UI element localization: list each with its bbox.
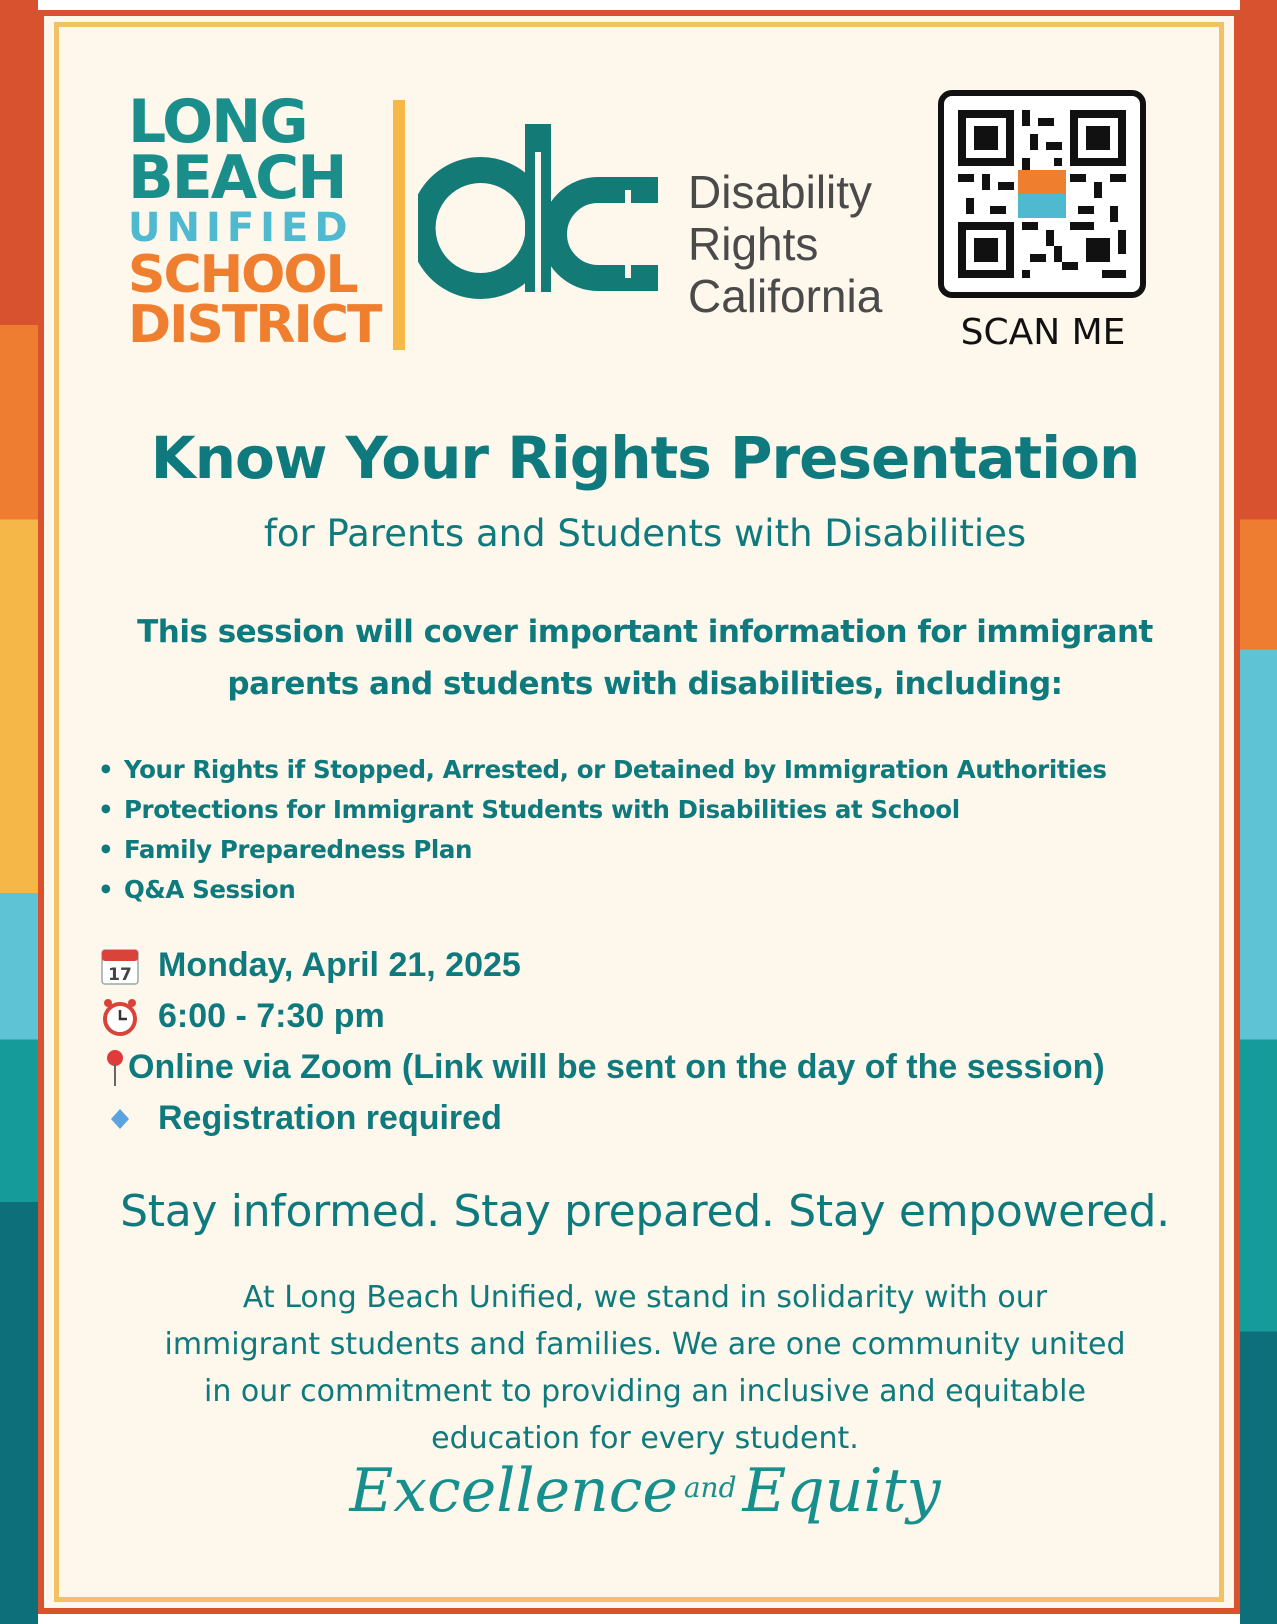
pin-icon [104,1048,126,1088]
qr-code[interactable] [938,90,1146,298]
event-location [100,1042,1105,1093]
logo-line-unified: UNIFIED [128,205,354,251]
list-item: • Protections for Immigrant Students with Disabilities at School [98,790,1107,830]
list-item: • Your Rights if Stopped, Arrested, or Detained by Immigration Authorities [98,750,1107,790]
closing-line-1: At Long Beach Unified, we stand in solidarity with our [242,1280,1048,1315]
list-item: • Q&A Session [98,870,1107,910]
event-location-text: Online via Zoom (Link will be sent on the day of the session) [128,1048,1105,1086]
logo-line-beach: BEACH [128,143,346,213]
motto-equity: Equity [742,1456,941,1526]
page-title: Know Your Rights Presentation [150,424,1140,492]
logo-line-school: SCHOOL [128,245,357,305]
logo-accent-bar [393,100,405,350]
motto-excellence: Excellence [349,1456,678,1526]
logo-line-district: DISTRICT [128,295,381,355]
drc-line-rights: Rights [688,218,819,270]
drc-logo-mark [418,112,678,312]
qr-code-icon [958,110,1126,278]
event-time [100,991,1105,1042]
event-time-text: 6:00 - 7:30 pm [158,997,385,1035]
closing-statement [104,1274,1186,1462]
intro-line-2: parents and students with disabilities, including: [227,666,1063,702]
calendar-icon [100,946,140,986]
event-date [100,940,1105,991]
right-decorative-stripe [1240,0,1277,1624]
diamond-icon [100,1099,140,1139]
intro-line-1: This session will cover important information for immigrant [137,614,1153,650]
drc-line-california: California [688,270,883,322]
closing-line-4: education for every student. [431,1421,859,1456]
closing-line-3: in our commitment to providing an inclusive and equitable [204,1374,1086,1409]
topic-list [98,750,1107,910]
left-decorative-stripe [0,0,38,1624]
tagline: Stay informed. Stay prepared. Stay empowered. [120,1186,1170,1237]
motto-and: and [683,1471,737,1504]
alarm-clock-icon [100,997,140,1037]
scan-me-label: SCAN ME [960,312,1126,353]
closing-line-2: immigrant students and families. We are one community united [164,1327,1126,1362]
logo-line-long: LONG [128,87,307,157]
event-details [100,940,1105,1144]
motto-script [44,1456,1246,1526]
drc-line-disability: Disability [688,166,873,218]
drc-wordmark [688,166,908,322]
event-date-text: Monday, April 21, 2025 [158,946,521,984]
intro-text [74,606,1216,710]
svg-text:17: 17 [108,964,132,985]
page-subtitle: for Parents and Students with Disabilities [263,512,1027,555]
lbusd-logo [128,87,388,355]
list-item: • Family Preparedness Plan [98,830,1107,870]
flyer [38,10,1240,1614]
event-registration-text: Registration required [158,1099,502,1137]
event-registration [100,1093,1105,1144]
